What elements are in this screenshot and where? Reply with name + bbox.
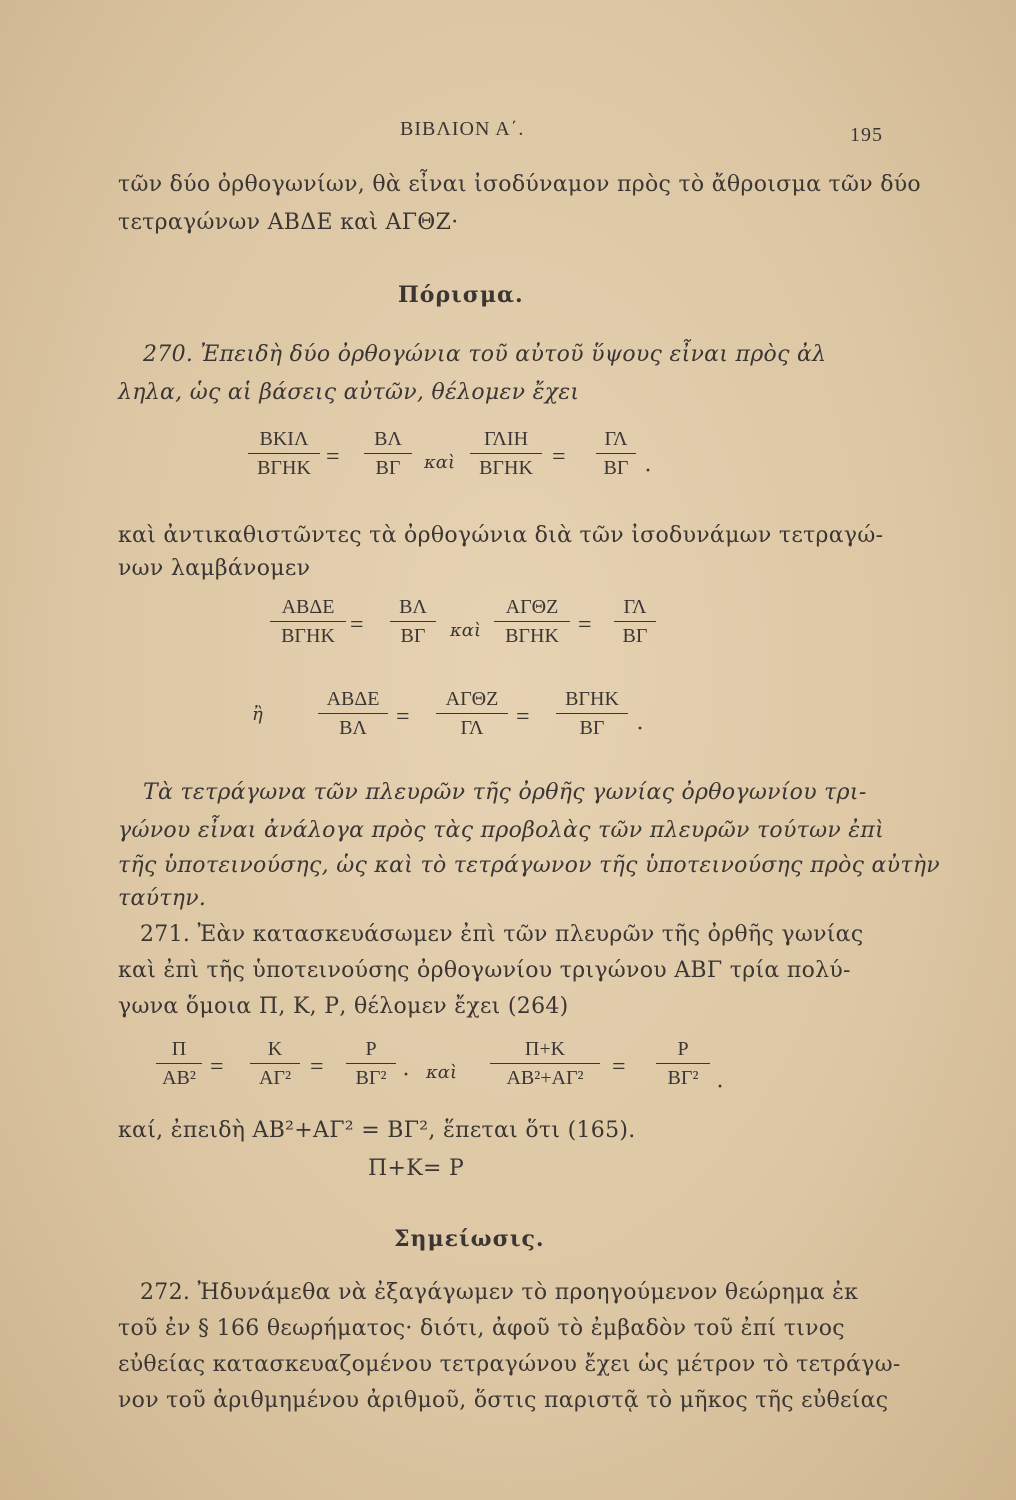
p271-line-3: γωνα ὅμοια Π, Κ, Ρ, θέλομεν ἔχει (264) — [118, 994, 569, 1019]
eq2-f3-denominator: ΒΓΗΚ — [505, 625, 559, 647]
p270b-line-1: καὶ ἀντικαθιστῶντες τὰ ὀρθογώνια διὰ τῶν ἰσοδυνάμων τετραγώ- — [118, 523, 884, 548]
equals-sign: = — [578, 612, 592, 638]
theorem-line-3: τῆς ὑποτεινούσης, ὡς καὶ τὸ τετράγωνον τῆς ὑποτεινούσης πρὸς αὐτὴν — [118, 853, 940, 878]
eq4-f5-numerator: Ρ — [677, 1038, 689, 1060]
eq4-f2-denominator: ΑΓ² — [258, 1067, 291, 1089]
eq4-fraction-3 — [346, 1038, 396, 1090]
p271b-line-1: καί, ἐπειδὴ ΑΒ²+ΑΓ² = ΒΓ², ἕπεται ὅτι (165). — [118, 1118, 636, 1143]
eq2-f1-denominator: ΒΓΗΚ — [281, 625, 335, 647]
equals-sign: = — [210, 1054, 224, 1080]
theorem-line-4: ταύτην. — [118, 886, 207, 911]
eq4-f2-numerator: Κ — [267, 1038, 283, 1060]
eq1-f1-denominator: ΒΓΗΚ — [257, 457, 311, 479]
eq3-f2-denominator: ΓΛ — [460, 717, 484, 739]
p272-line-3: εὐθείας κατασκευαζομένου τετραγώνου ἔχει ὡς μέτρον τὸ τετράγω- — [118, 1352, 901, 1377]
running-header: ΒΙΒΛΙΟΝ Α΄. — [400, 118, 525, 140]
eq1-f2-numerator: ΒΛ — [374, 428, 402, 450]
eq3-f3-denominator: ΒΓ — [579, 717, 605, 739]
equals-sign: = — [396, 704, 410, 730]
eq2-f2-numerator: ΒΛ — [399, 596, 427, 618]
eq4-f3-denominator: ΒΓ² — [355, 1067, 387, 1089]
eq1-kai: καὶ — [424, 452, 456, 473]
eq1-f2-denominator: ΒΓ — [375, 457, 401, 479]
equals-sign: = — [612, 1054, 626, 1080]
p271b-line-2: Π+Κ= Ρ — [368, 1156, 465, 1181]
eq2-fraction-1 — [270, 596, 346, 648]
eq2-f2-denominator: ΒΓ — [400, 625, 426, 647]
eq2-fraction-3 — [494, 596, 570, 648]
eq4-fraction-4 — [490, 1038, 600, 1090]
p271-line-2: καὶ ἐπὶ τῆς ὑποτεινούσης ὀρθογωνίου τριγώνου ΑΒΓ τρία πολύ- — [118, 958, 851, 983]
equals-sign: = — [310, 1054, 324, 1080]
equals-sign: = — [350, 612, 364, 638]
equals-sign: = — [326, 444, 340, 470]
eq4-f4-numerator: Π+Κ — [524, 1038, 566, 1060]
eq1-fraction-1 — [248, 428, 320, 480]
heading-porisma: Πόρισμα. — [398, 282, 524, 308]
theorem-line-1: Τὰ τετράγωνα τῶν πλευρῶν τῆς ὀρθῆς γωνίας ὀρθογωνίου τρι- — [143, 780, 867, 805]
period: · — [644, 458, 652, 484]
eq1-f3-numerator: ΓΛΙΗ — [483, 428, 529, 450]
eq3-f2-numerator: ΑΓΘΖ — [445, 688, 499, 710]
p272-line-4: νον τοῦ ἀριθμημένου ἀριθμοῦ, ὅστις παριστᾷ τὸ μῆκος τῆς εὐθείας — [118, 1388, 889, 1413]
eq2-f4-denominator: ΒΓ — [622, 625, 648, 647]
p270b-line-2: νων λαμβάνομεν — [118, 556, 311, 581]
period: · — [402, 1062, 410, 1088]
eq4-fraction-1 — [156, 1038, 202, 1090]
p272-line-2: τοῦ ἐν § 166 θεωρήματος· διότι, ἀφοῦ τὸ ἐμβαδὸν τοῦ ἐπί τινος — [118, 1316, 845, 1341]
eq2-f1-numerator: ΑΒΔΕ — [281, 596, 335, 618]
eq4-kai: καὶ — [426, 1062, 458, 1083]
heading-simeiosis: Σημείωσις. — [394, 1226, 545, 1252]
eq1-fraction-3 — [470, 428, 542, 480]
eq1-f4-denominator: ΒΓ — [603, 457, 629, 479]
eq3-eta: ἢ — [252, 704, 263, 725]
eq3-fraction-3 — [556, 688, 628, 740]
eq4-f3-numerator: Ρ — [365, 1038, 377, 1060]
intro-line-1: τῶν δύο ὀρθογωνίων, θὰ εἶναι ἰσοδύναμον πρὸς τὸ ἄθροισμα τῶν δύο — [118, 172, 921, 197]
eq3-fraction-2 — [436, 688, 508, 740]
eq4-f1-denominator: ΑΒ² — [162, 1067, 196, 1089]
period: · — [716, 1074, 724, 1100]
eq1-f4-numerator: ΓΛ — [604, 428, 628, 450]
period: · — [636, 716, 644, 742]
eq3-f1-numerator: ΑΒΔΕ — [326, 688, 380, 710]
eq2-f4-numerator: ΓΛ — [623, 596, 647, 618]
p270-line-1: 270. Ἐπειδὴ δύο ὀρθογώνια τοῦ αὐτοῦ ὕψους εἶναι πρὸς ἀλ — [143, 342, 827, 367]
eq4-f1-numerator: Π — [171, 1038, 187, 1060]
p270-line-2: ληλα, ὡς αἱ βάσεις αὐτῶν, θέλομεν ἔχει — [118, 380, 580, 405]
eq4-fraction-5 — [656, 1038, 710, 1090]
eq1-f1-numerator: ΒΚΙΛ — [259, 428, 309, 450]
eq2-fraction-4 — [614, 596, 656, 648]
equals-sign: = — [516, 704, 530, 730]
equals-sign: = — [552, 444, 566, 470]
eq3-fraction-1 — [318, 688, 388, 740]
eq1-f3-denominator: ΒΓΗΚ — [479, 457, 533, 479]
theorem-line-2: γώνου εἶναι ἀνάλογα πρὸς τὰς προβολὰς τῶν πλευρῶν τούτων ἐπὶ — [118, 818, 885, 843]
eq1-fraction-4 — [596, 428, 636, 480]
eq4-fraction-2 — [250, 1038, 300, 1090]
eq2-fraction-2 — [390, 596, 436, 648]
page-number: 195 — [850, 124, 883, 146]
p272-line-1: 272. Ἠδυνάμεθα νὰ ἐξαγάγωμεν τὸ προηγούμενον θεώρημα ἐκ — [140, 1280, 859, 1305]
intro-line-2: τετραγώνων ΑΒΔΕ καὶ ΑΓΘΖ· — [118, 210, 459, 235]
eq4-f4-denominator: ΑΒ²+ΑΓ² — [506, 1067, 584, 1089]
eq2-kai: καὶ — [450, 620, 482, 641]
eq1-fraction-2 — [364, 428, 412, 480]
eq4-f5-denominator: ΒΓ² — [667, 1067, 699, 1089]
eq3-f1-denominator: ΒΛ — [339, 717, 367, 739]
eq3-f3-numerator: ΒΓΗΚ — [565, 688, 619, 710]
p271-line-1: 271. Ἐὰν κατασκευάσωμεν ἐπὶ τῶν πλευρῶν τῆς ὀρθῆς γωνίας — [140, 922, 864, 947]
eq2-f3-numerator: ΑΓΘΖ — [505, 596, 559, 618]
